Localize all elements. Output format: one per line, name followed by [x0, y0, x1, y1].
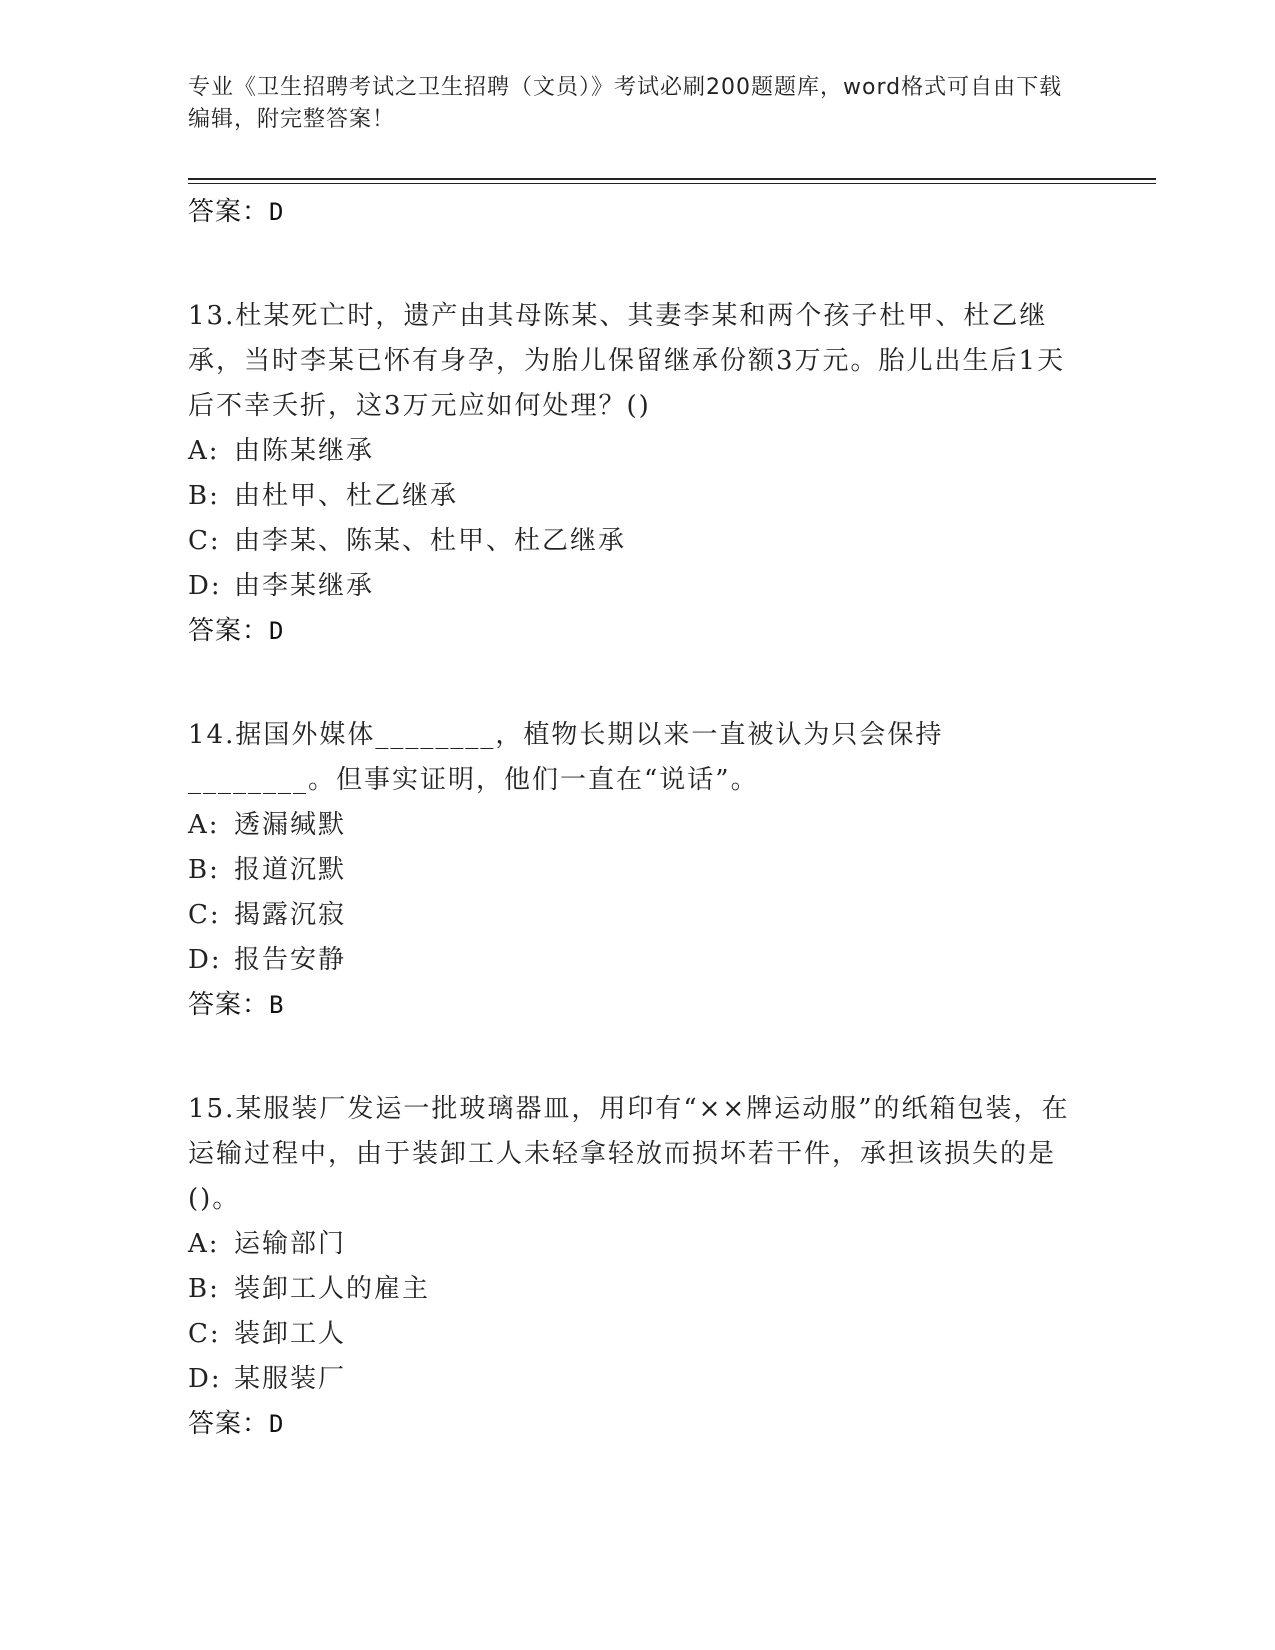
question-stem: 15.某服装厂发运一批玻璃器皿，用印有“××牌运动服”的纸箱包装，在运输过程中，由于装卸工人未轻拿轻放而损坏若干件，承担该损失的是()。: [188, 1094, 1070, 1214]
header-divider-thin: [188, 183, 1156, 184]
option-d: [188, 564, 1088, 609]
option-text: 由杜甲、杜乙继承: [234, 481, 459, 511]
option-a: [188, 803, 1088, 848]
option-text: 透漏缄默: [234, 810, 347, 840]
option-text: 由李某、陈某、杜甲、杜乙继承: [234, 526, 627, 556]
question-13-answer: [188, 609, 1088, 653]
option-text: 运输部门: [234, 1229, 347, 1259]
option-text: 报告安静: [234, 945, 347, 975]
option-letter: A:: [188, 436, 220, 466]
option-text: 由李某继承: [234, 571, 375, 601]
header-divider-thick: [188, 178, 1156, 180]
option-letter: D:: [188, 571, 222, 601]
answer-label: 答案：: [188, 1409, 270, 1439]
option-letter: A:: [188, 1229, 220, 1259]
question-stem: 14.据国外媒体________，植物长期以来一直被认为只会保持________。但事实证明，他们一直在“说话”。: [188, 720, 944, 795]
option-text: 某服装厂: [234, 1364, 347, 1394]
option-text: 揭露沉寂: [234, 900, 347, 930]
question-14-answer: [188, 983, 1088, 1027]
option-text: 装卸工人: [234, 1319, 347, 1349]
question-15: [188, 1087, 1088, 1402]
option-a: [188, 1222, 1088, 1267]
answer-value: D: [269, 617, 285, 645]
option-letter: B:: [188, 855, 220, 885]
option-text: 报道沉默: [234, 855, 347, 885]
answer-label: 答案：: [188, 616, 270, 646]
option-letter: B:: [188, 1274, 220, 1304]
question-list: [188, 190, 1088, 1446]
answer-label: 答案：: [188, 990, 270, 1020]
option-d: [188, 1357, 1088, 1402]
answer-value: D: [269, 198, 285, 226]
option-a: [188, 429, 1088, 474]
question-13: [188, 294, 1088, 609]
answer-label: 答案：: [188, 197, 270, 227]
page-header: 专业《卫生招聘考试之卫生招聘（文员）》考试必刷200题题库，word格式可自由下载编辑，附完整答案！: [188, 75, 1063, 132]
option-b: [188, 474, 1088, 519]
option-letter: A:: [188, 810, 220, 840]
option-b: [188, 1267, 1088, 1312]
option-letter: D:: [188, 1364, 222, 1394]
option-c: [188, 519, 1088, 564]
option-letter: C:: [188, 1319, 221, 1349]
option-d: [188, 938, 1088, 983]
option-letter: B:: [188, 481, 220, 511]
previous-answer: [188, 190, 1088, 234]
answer-value: D: [269, 1410, 285, 1438]
option-text: 由陈某继承: [234, 436, 375, 466]
option-letter: C:: [188, 526, 221, 556]
option-c: [188, 893, 1088, 938]
answer-value: B: [269, 991, 285, 1019]
question-14: [188, 713, 1088, 983]
option-c: [188, 1312, 1088, 1357]
option-b: [188, 848, 1088, 893]
option-letter: D:: [188, 945, 222, 975]
question-15-answer: [188, 1402, 1088, 1446]
option-text: 装卸工人的雇主: [234, 1274, 431, 1304]
option-letter: C:: [188, 900, 221, 930]
question-stem: 13.杜某死亡时，遗产由其母陈某、其妻李某和两个孩子杜甲、杜乙继承，当时李某已怀有身孕，为胎儿保留继承份额3万元。胎儿出生后1天后不幸夭折，这3万元应如何处理？(): [188, 301, 1066, 421]
